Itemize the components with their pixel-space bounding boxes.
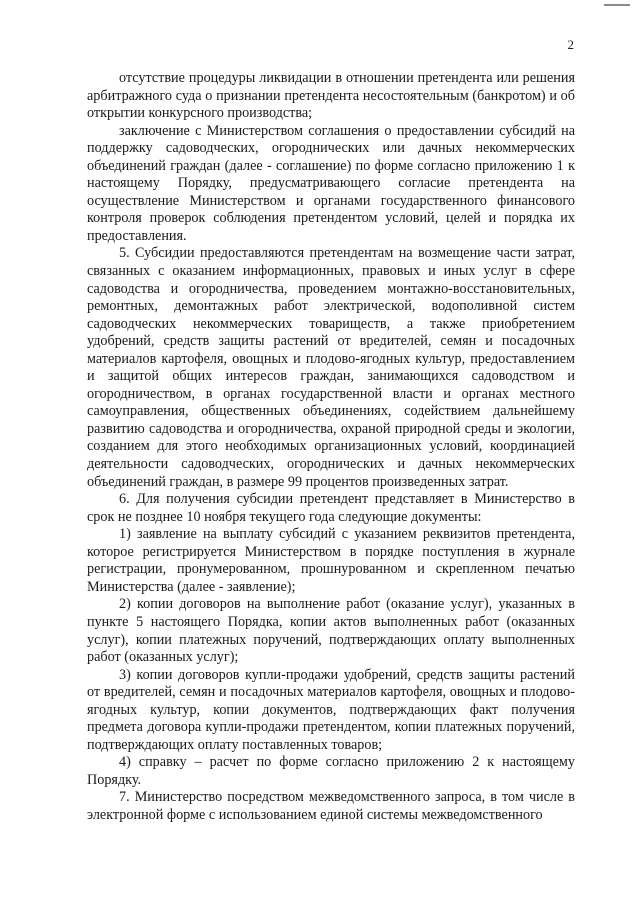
page-number: 2 [567, 37, 574, 52]
paragraph-item-7: 7. Министерство посредством межведомственного запроса, в том числе в электронной форме с использованием единой системы межведомственного [87, 789, 575, 823]
scan-corner-mark [604, 4, 630, 6]
paragraph-bankruptcy-condition: отсутствие процедуры ликвидации в отношении претендента или решения арбитражного суда о признании претендента несостоятельным (банкротом) и об открытии конкурсного производства; [87, 70, 575, 122]
list-item-calculation: 4) справку – расчет по форме согласно приложению 2 к настоящему Порядку. [87, 754, 575, 788]
paragraph-item-5: 5. Субсидии предоставляются претендентам на возмещение части затрат, связанных с оказанием информационных, правовых и иных услуг в сфере садоводства и огородничества, проведением монтажно-восстановительных, ремонтных, демонтажных работ электрической, водополивной систем садоводческих некоммерческих товариществ, а также приобретением удобрений, средств защиты растений от вредителей, семян и посадочных материалов картофеля, овощных и плодово-ягодных культур, предоставлением и защитой общих интересов граждан, занимающихся садоводством и огородничеством, в органах государственной власти и органах местного самоуправления, общественных объединениях, содействием дальнейшему развитию садоводства и огородничества, охраной природной среды и экологии, созданием для этого необходимых организационных условий, координацией деятельности садоводческих, огороднических и дачных некоммерческих объединений граждан, в размере 99 процентов произведенных затрат. [87, 245, 575, 490]
list-item-purchase-contracts: 3) копии договоров купли-продажи удобрений, средств защиты растений от вредителей, семян и посадочных материалов картофеля, овощных и плодово-ягодных культур, копии документов, подтверждающих факт получения предмета договора купли-продажи претендентом, копии платежных поручений, подтверждающих оплату поставленных товаров; [87, 666, 575, 753]
paragraph-item-6: 6. Для получения субсидии претендент представляет в Министерство в срок не позднее 10 ноября текущего года следующие документы: [87, 491, 575, 525]
list-item-application: 1) заявление на выплату субсидий с указанием реквизитов претендента, которое регистрируется Министерством в порядке поступления в журнале регистрации, пронумерованном, прошнурованном и скрепленном печатью Министерства (далее - заявление); [87, 526, 575, 595]
document-body [87, 70, 575, 825]
paragraph-agreement-condition: заключение с Министерством соглашения о предоставлении субсидий на поддержку садоводческих, огороднических или дачных некоммерческих объединений граждан (далее - соглашение) по форме согласно приложению 1 к настоящему Порядку, предусматривающего согласие претендента на осуществление Министерством и органами государственного финансового контроля проверок соблюдения претендентом условий, целей и порядка их предоставления. [87, 122, 575, 244]
list-item-work-contracts: 2) копии договоров на выполнение работ (оказание услуг), указанных в пункте 5 настоящего Порядка, копии актов выполненных работ (оказанных услуг), копии платежных поручений, подтверждающих оплату выполненных работ (оказанных услуг); [87, 596, 575, 666]
